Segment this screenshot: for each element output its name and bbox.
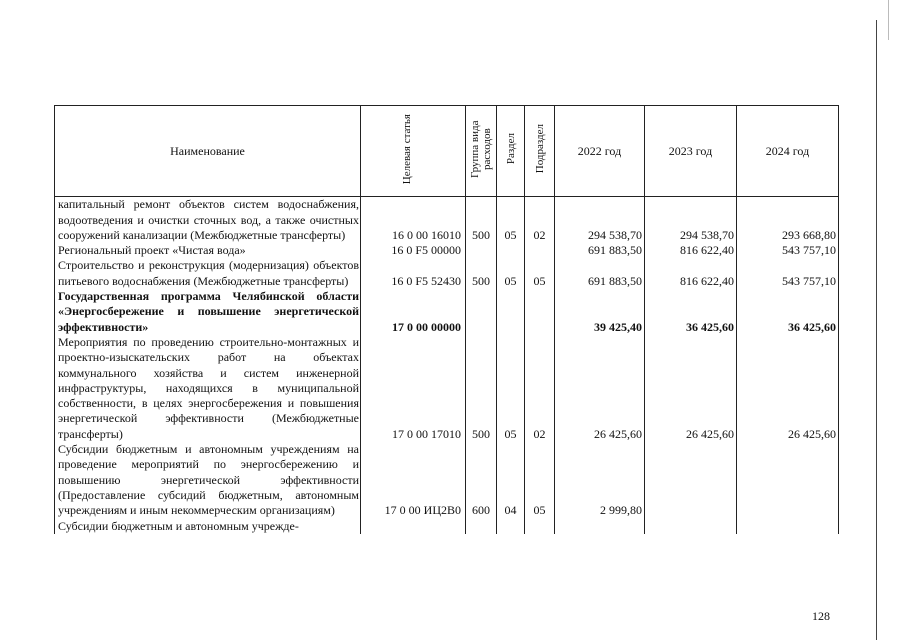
- table-row: [55, 258, 839, 289]
- header-subsection: Подраздел: [525, 106, 555, 197]
- row-subsection: 02: [525, 335, 555, 442]
- header-2024: 2024 год: [737, 106, 839, 197]
- row-code: 16 0 00 16010: [361, 197, 466, 243]
- row-2022: 691 883,50: [555, 258, 645, 289]
- row-group: [466, 519, 497, 534]
- row-2023: 294 538,70: [645, 197, 737, 243]
- row-name: Субсидии бюджетным и автономным учреждениям на проведение мероприятий по энергосбережению и повышению энергетической эффективности (Предоставление субсидий бюджетным, автономным учреждениям и иным некоммерческим организациям): [55, 442, 361, 518]
- row-name: Строительство и реконструкция (модернизация) объектов питьевого водоснабжения (Межбюджетные трансферты): [55, 258, 361, 289]
- row-group: 500: [466, 335, 497, 442]
- header-name: Наименование: [55, 106, 361, 197]
- row-subsection: [525, 243, 555, 258]
- row-code: 16 0 F5 00000: [361, 243, 466, 258]
- row-group: [466, 289, 497, 335]
- row-code: 16 0 F5 52430: [361, 258, 466, 289]
- header-section: Раздел: [497, 106, 525, 197]
- row-2022: [555, 519, 645, 534]
- page-number: 128: [812, 609, 830, 623]
- row-section: [497, 289, 525, 335]
- scan-edge-mark: [888, 0, 889, 40]
- row-group: 500: [466, 258, 497, 289]
- row-section: 05: [497, 335, 525, 442]
- row-2022: 2 999,80: [555, 442, 645, 518]
- row-2024: 26 425,60: [737, 335, 839, 442]
- row-section: [497, 243, 525, 258]
- row-2023: 816 622,40: [645, 243, 737, 258]
- table-row: [55, 335, 839, 442]
- row-2023: [645, 519, 737, 534]
- row-subsection: 05: [525, 442, 555, 518]
- row-code: 17 0 00 ИЦ2В0: [361, 442, 466, 518]
- row-name: Субсидии бюджетным и автономным учрежде-: [55, 519, 361, 534]
- row-2023: [645, 442, 737, 518]
- row-section: 05: [497, 197, 525, 243]
- row-2023: 816 622,40: [645, 258, 737, 289]
- header-2023: 2023 год: [645, 106, 737, 197]
- table-row: [55, 243, 839, 258]
- row-group: [466, 243, 497, 258]
- row-code: [361, 519, 466, 534]
- row-group: 600: [466, 442, 497, 518]
- row-subsection: [525, 289, 555, 335]
- table-row: [55, 197, 839, 243]
- row-2024: 36 425,60: [737, 289, 839, 335]
- row-name: Государственная программа Челябинской области «Энергосбережение и повышение энергетической эффективности»: [55, 289, 361, 335]
- table-row: [55, 289, 839, 335]
- row-code: 17 0 00 00000: [361, 289, 466, 335]
- row-subsection: 05: [525, 258, 555, 289]
- header-row: [55, 106, 839, 197]
- row-name: Мероприятия по проведению строительно-монтажных и проектно-изыскательских работ на объектах коммунального хозяйства и систем инженерной инфраструктуры, находящихся в муниципальной собственности, в целях энергосбережения и повышения энергетической эффективности (Межбюджетные трансферты): [55, 335, 361, 442]
- header-expense-group: Группа вида расходов: [466, 106, 497, 197]
- row-2024: [737, 519, 839, 534]
- row-2024: [737, 442, 839, 518]
- row-2023: 36 425,60: [645, 289, 737, 335]
- table-clip: [0, 105, 905, 595]
- row-section: [497, 519, 525, 534]
- row-subsection: [525, 519, 555, 534]
- row-2023: 26 425,60: [645, 335, 737, 442]
- row-group: 500: [466, 197, 497, 243]
- row-code: 17 0 00 17010: [361, 335, 466, 442]
- header-target-article: Целевая статья: [361, 106, 466, 197]
- row-2022: 39 425,40: [555, 289, 645, 335]
- budget-table: [54, 105, 839, 534]
- row-2022: 26 425,60: [555, 335, 645, 442]
- header-2022: 2022 год: [555, 106, 645, 197]
- row-subsection: 02: [525, 197, 555, 243]
- row-2022: 691 883,50: [555, 243, 645, 258]
- row-name: Региональный проект «Чистая вода»: [55, 243, 361, 258]
- row-2024: 543 757,10: [737, 243, 839, 258]
- row-name: капитальный ремонт объектов систем водоснабжения, водоотведения и очистки сточных вод, а также очистных сооружений канализации (Межбюджетные трансферты): [55, 197, 361, 243]
- row-section: 05: [497, 258, 525, 289]
- scan-edge-line: [876, 20, 877, 640]
- row-2022: 294 538,70: [555, 197, 645, 243]
- row-2024: 293 668,80: [737, 197, 839, 243]
- table-row: [55, 442, 839, 518]
- table-row: [55, 519, 839, 534]
- row-2024: 543 757,10: [737, 258, 839, 289]
- row-section: 04: [497, 442, 525, 518]
